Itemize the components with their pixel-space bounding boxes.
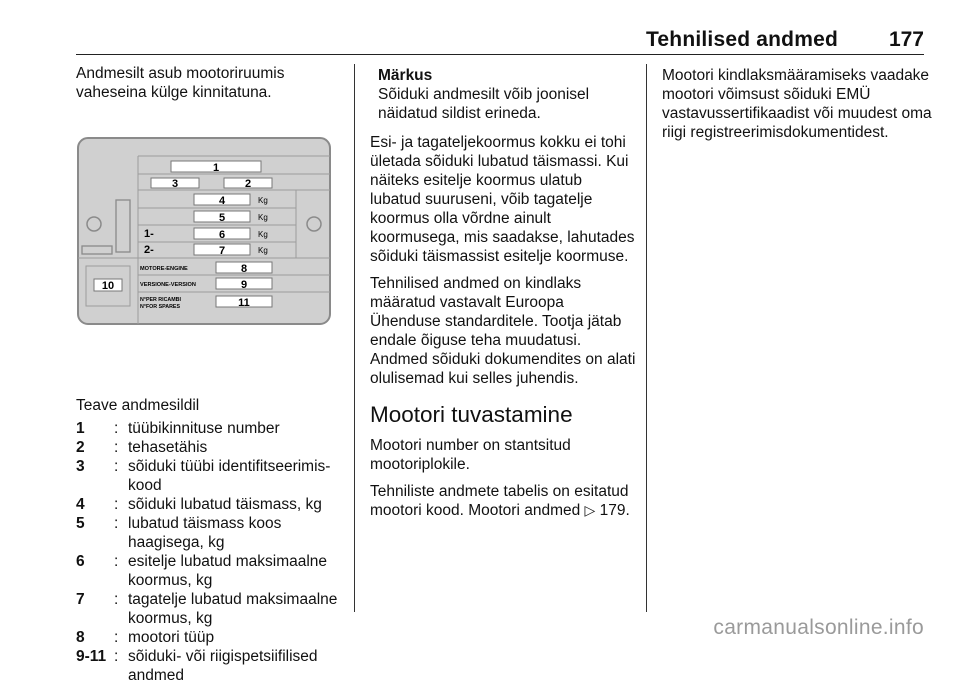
- plate-spares-label: N°FOR SPARES: [140, 304, 180, 310]
- plate-field-4: 4: [218, 195, 226, 207]
- legend-colon: :: [114, 629, 119, 646]
- legend-colon: :: [114, 458, 119, 475]
- legend-colon: :: [114, 591, 119, 608]
- plate-field-1: 1: [212, 162, 220, 174]
- legend-item: [76, 628, 344, 647]
- plate-field-11: 11: [238, 297, 250, 309]
- data-plate-figure: [76, 136, 332, 326]
- plate-unit: Kg: [258, 246, 268, 255]
- note-title: Märkus: [378, 67, 433, 84]
- plate-field-5: 5: [218, 212, 226, 224]
- plate-field-2: 2: [244, 178, 252, 190]
- legend-item: [76, 514, 344, 552]
- column-2: [370, 66, 636, 528]
- plate-unit: Kg: [258, 230, 268, 239]
- legend-colon: :: [114, 420, 119, 437]
- column-3: [662, 66, 932, 150]
- legend-item: [76, 438, 344, 457]
- header-rule: [76, 54, 924, 55]
- plate-field-9: 9: [240, 279, 248, 291]
- legend-value: tüübikinnituse number: [128, 420, 280, 437]
- intro-text: Andmesilt asub mootoriruumis vaheseina külge kinnitatuna.: [76, 65, 285, 101]
- plate-unit: Kg: [258, 213, 268, 222]
- legend-value: tehasetähis: [128, 439, 208, 456]
- triangle-right-icon: ▷: [584, 502, 596, 518]
- legend-colon: :: [114, 439, 119, 456]
- paragraph: Tehnilised andmed on kindlaks määratud vastavalt Euroopa Ühenduse standarditele. Tootja jätab endale õiguse teha muudatusi. Andmed sõiduki dokumendites on alati olulisemad kui selles juhendis.: [370, 275, 636, 387]
- column-1: [76, 64, 344, 685]
- legend-value: mootori tüüp: [128, 629, 215, 646]
- plate-version-label: VERSIONE-VERSION: [140, 282, 196, 288]
- legend-key: 2: [76, 439, 85, 456]
- legend-key: 3: [76, 458, 85, 475]
- legend-value: esitelje lubatud maksimaalne koormus, kg: [128, 553, 328, 589]
- legend-list: [76, 419, 344, 685]
- legend-item: [76, 495, 344, 514]
- plate-field-8: 8: [240, 263, 248, 275]
- legend-key: 1: [76, 420, 85, 437]
- section-title: Tehnilised andmed: [645, 28, 838, 51]
- page-number: 177: [888, 28, 924, 51]
- plate-row-label: 2-: [144, 244, 154, 256]
- legend-key: 8: [76, 629, 85, 646]
- note-body: Sõiduki andmesilt võib joonisel näidatud sildist erineda.: [378, 86, 590, 122]
- paragraph: Mootori number on stantsitud mootoriplokile.: [370, 437, 571, 473]
- plate-engine-label: MOTORE-ENGINE: [140, 266, 188, 272]
- legend-value: tagatelje lubatud maksimaalne koormus, kg: [128, 591, 338, 627]
- paragraph-with-reference: [370, 482, 636, 520]
- legend-colon: :: [114, 515, 119, 532]
- section-heading: Mootori tuvastamine: [370, 402, 573, 427]
- paragraph: Mootori kindlaksmääramiseks vaadake mootori võimsust sõiduki EMÜ vastavussertifikaadist või muudest oma riigi registreerimisdokumentidest.: [662, 67, 932, 141]
- note-box: [370, 66, 636, 123]
- plate-unit: Kg: [258, 196, 268, 205]
- legend-item: [76, 647, 344, 685]
- legend-key: 5: [76, 515, 85, 532]
- watermark: carmanualsonline.info: [713, 616, 924, 639]
- vehicle-data-plate: [76, 136, 344, 368]
- plate-field-10: 10: [101, 280, 115, 292]
- plate-spares-label: N°PER RICAMBI: [140, 297, 181, 303]
- legend-value: sõiduki lubatud täismass, kg: [128, 496, 322, 513]
- paragraph: Esi- ja tagateljekoormus kokku ei tohi ületada sõiduki lubatud täismassi. Kui näiteks esitelje koormus ulatub lubatud suuruseni, võib tagatelje koormus olla võrdne ainult koormusega, mis saadakse, lahutades sõiduki täismassist esitelje koormuse.: [370, 134, 635, 265]
- legend-item: [76, 590, 344, 628]
- column-divider: [354, 64, 355, 612]
- legend-value: sõiduki- või riigispetsiifilised andmed: [128, 648, 318, 684]
- legend-key: 7: [76, 591, 85, 608]
- plate-field-7: 7: [218, 245, 226, 257]
- legend-value: sõiduki tüübi identifitseerimis-kood: [128, 458, 331, 494]
- legend-value: lubatud täismass koos haagisega, kg: [128, 515, 282, 551]
- legend-item: [76, 552, 344, 590]
- plate-row-label: 1-: [144, 228, 154, 240]
- legend-colon: :: [114, 648, 119, 665]
- page-header: [0, 24, 960, 64]
- legend-item: [76, 457, 344, 495]
- plate-field-3: 3: [171, 178, 179, 190]
- legend-key: 9-11: [76, 648, 107, 665]
- legend-colon: :: [114, 496, 119, 513]
- legend-colon: :: [114, 553, 119, 570]
- legend-key: 6: [76, 553, 85, 570]
- column-divider: [646, 64, 647, 612]
- paragraph-text: Tehniliste andmete tabelis on esitatud mootori kood. Mootori andmed: [370, 483, 629, 519]
- legend-title: Teave andmesildil: [76, 397, 200, 414]
- legend-key: 4: [76, 496, 85, 513]
- legend-item: [76, 419, 344, 438]
- plate-field-6: 6: [218, 229, 226, 241]
- page-reference-link[interactable]: 179.: [599, 502, 630, 519]
